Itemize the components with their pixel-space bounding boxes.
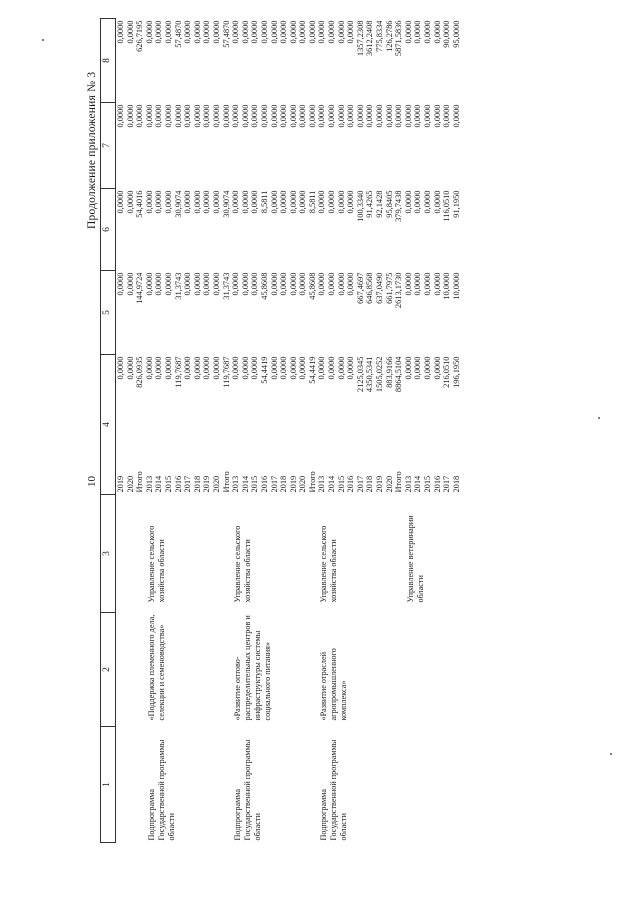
column-header: 1 [101, 727, 116, 843]
executor-cell: Управление сельского хозяйства области [319, 525, 339, 603]
amount-cell-v4: 0,0000 [413, 356, 423, 380]
amount-cell-v7: 0,0000 [135, 104, 145, 128]
amount-cell-v5: 0,0000 [231, 272, 241, 296]
amount-cell-v6: 0,0000 [240, 190, 250, 214]
amount-cell-v8: 0,0000 [298, 20, 308, 44]
amount-cell-v5: 0,0000 [163, 272, 173, 296]
measure-cell [116, 613, 145, 727]
amount-cell-v7: 0,0000 [240, 104, 250, 128]
year-cell: Итого [394, 471, 404, 493]
amount-cell-v6: 0,0000 [317, 190, 327, 214]
year-cell: Итого [221, 471, 231, 493]
amount-cell-v6: 0,0000 [327, 190, 337, 214]
amount-cell-v7: 0,0000 [298, 104, 308, 128]
amount-cell-v6: 8,5811 [307, 190, 317, 214]
year-cell: 2020 [298, 475, 308, 493]
amount-cell-v6: 0,0000 [192, 190, 202, 214]
amount-cell-v4: 826,0935 [135, 356, 145, 388]
amount-cell-v5: 31,3743 [221, 272, 231, 300]
table-row [145, 19, 155, 843]
amount-cell-v4: 0,0000 [317, 356, 327, 380]
year-cell: 2014 [327, 475, 337, 493]
amount-cell-v5: 10,0000 [442, 272, 452, 300]
column-header: 7 [101, 103, 116, 189]
scan-speck [598, 417, 600, 419]
executor-cell: Управление сельского хозяйства области [146, 525, 166, 603]
amount-cell-v4: 0,0000 [336, 356, 346, 380]
column-header: 2 [101, 613, 116, 727]
executor-cell: Управление сельского хозяйства области [233, 525, 253, 603]
amount-cell-v4: 0,0000 [211, 356, 221, 380]
amount-cell-v7: 0,0000 [442, 104, 452, 128]
year-cell: 2020 [384, 475, 394, 493]
amount-cell-v8: 0,0000 [125, 20, 135, 44]
year-cell: 2017 [183, 475, 193, 493]
amount-cell-v5: 0,0000 [279, 272, 289, 296]
amount-cell-v6: 95,8405 [384, 190, 394, 218]
amount-cell-v6: 0,0000 [154, 190, 164, 214]
amount-cell-v8: 0,0000 [413, 20, 423, 44]
amount-cell-v6: 0,0000 [144, 190, 154, 214]
amount-cell-v8: 57,4870 [173, 20, 183, 48]
amount-cell-v6: 0,0000 [269, 190, 279, 214]
table-row [116, 19, 126, 843]
amount-cell-v7: 0,0000 [413, 104, 423, 128]
year-cell: 2015 [163, 475, 173, 493]
amount-cell-v8: 0,0000 [116, 20, 125, 44]
amount-cell-v6: 379,7438 [394, 190, 404, 222]
amount-cell-v6: 0,0000 [336, 190, 346, 214]
amount-cell-v7: 0,0000 [269, 104, 279, 128]
year-cell: 2018 [451, 475, 461, 493]
amount-cell-v8: 0,0000 [327, 20, 337, 44]
amount-cell-v7: 0,0000 [403, 104, 413, 128]
amount-cell-v8: 0,0000 [279, 20, 289, 44]
amount-cell-v5: 0,0000 [192, 272, 202, 296]
year-cell: 2018 [279, 475, 289, 493]
amount-cell-v7: 0,0000 [307, 104, 317, 128]
amount-cell-v7: 0,0000 [384, 104, 394, 128]
amount-cell-v4: 0,0000 [403, 356, 413, 380]
amount-cell-v7: 0,0000 [202, 104, 212, 128]
amount-cell-v4: 216,0510 [442, 356, 452, 388]
budget-table [100, 18, 461, 843]
amount-cell-v4: 0,0000 [423, 356, 432, 380]
amount-cell-v8: 0,0000 [346, 20, 356, 44]
amount-cell-v4: 883,9166 [384, 356, 394, 388]
column-header: 5 [101, 271, 116, 355]
amount-cell-v4: 0,0000 [432, 356, 442, 380]
amount-cell-v4: 0,0000 [288, 356, 298, 380]
amount-cell-v8: 0,0000 [144, 20, 154, 44]
year-cell: 2017 [442, 475, 452, 493]
amount-cell-v5: 2613,1730 [394, 272, 404, 309]
amount-cell-v8: 0,0000 [211, 20, 221, 44]
program-cell: Подпрограмма Государственной программы области [146, 739, 176, 841]
amount-cell-v7: 0,0000 [365, 104, 375, 128]
amount-cell-v6: 0,0000 [298, 190, 308, 214]
year-cell: 2014 [154, 475, 164, 493]
amount-cell-v6: 30,9074 [173, 190, 183, 218]
amount-cell-v5: 0,0000 [346, 272, 356, 296]
amount-cell-v4: 0,0000 [144, 356, 154, 380]
year-cell: 2020 [211, 475, 221, 493]
amount-cell-v8: 626,7195 [135, 20, 145, 52]
amount-cell-v8: 0,0000 [154, 20, 164, 44]
amount-cell-v5: 0,0000 [125, 272, 135, 296]
amount-cell-v5: 45,8608 [307, 272, 317, 300]
amount-cell-v8: 57,4870 [221, 20, 231, 48]
amount-cell-v6: 116,0510 [442, 190, 452, 222]
amount-cell-v6: 54,4016 [135, 190, 145, 218]
amount-cell-v6: 0,0000 [183, 190, 193, 214]
amount-cell-v5: 0,0000 [288, 272, 298, 296]
amount-cell-v8: 0,0000 [202, 20, 212, 44]
amount-cell-v4: 196,1950 [451, 356, 461, 388]
year-cell: 2020 [125, 475, 135, 493]
table-row [404, 19, 414, 843]
year-cell: 2019 [288, 475, 298, 493]
amount-cell-v4: 0,0000 [183, 356, 193, 380]
measure-cell [404, 613, 462, 727]
year-cell: 2015 [250, 475, 260, 493]
amount-cell-v8: 0,0000 [423, 20, 432, 44]
amount-cell-v6: 100,3340 [355, 190, 365, 222]
amount-cell-v4: 0,0000 [125, 356, 135, 380]
amount-cell-v4: 0,0000 [231, 356, 241, 380]
year-cell: 2016 [346, 475, 356, 493]
amount-cell-v4: 119,7687 [221, 356, 231, 388]
amount-cell-v6: 0,0000 [423, 190, 432, 214]
amount-cell-v4: 2125,0345 [355, 356, 365, 393]
amount-cell-v4: 0,0000 [192, 356, 202, 380]
year-cell: 2014 [240, 475, 250, 493]
amount-cell-v4: 54,4419 [259, 356, 269, 384]
amount-cell-v7: 0,0000 [288, 104, 298, 128]
year-cell: 2015 [423, 475, 432, 493]
amount-cell-v7: 0,0000 [346, 104, 356, 128]
executor-cell [116, 495, 145, 613]
amount-cell-v5: 0,0000 [211, 272, 221, 296]
page-number: 10 [86, 476, 98, 487]
amount-cell-v5: 0,0000 [423, 272, 432, 296]
amount-cell-v7: 0,0000 [375, 104, 385, 128]
amount-cell-v7: 0,0000 [355, 104, 365, 128]
amount-cell-v8: 0,0000 [336, 20, 346, 44]
amount-cell-v6: 0,0000 [288, 190, 298, 214]
amount-cell-v5: 637,0490 [375, 272, 385, 304]
executor-cell: Управление ветеринарии области [405, 515, 425, 603]
amount-cell-v4: 0,0000 [250, 356, 260, 380]
amount-cell-v8: 95,0000 [451, 20, 461, 48]
amount-cell-v6: 0,0000 [231, 190, 241, 214]
table-header-row [101, 19, 116, 843]
amount-cell-v8: 0,0000 [259, 20, 269, 44]
amount-cell-v5: 0,0000 [250, 272, 260, 296]
amount-cell-v8: 0,0000 [269, 20, 279, 44]
amount-cell-v6: 91,1950 [451, 190, 461, 218]
amount-cell-v5: 0,0000 [240, 272, 250, 296]
amount-cell-v7: 0,0000 [336, 104, 346, 128]
amount-cell-v4: 0,0000 [240, 356, 250, 380]
measure-cell: «Развитие отраслей агропромышленного комплекса» [319, 648, 349, 721]
amount-cell-v7: 0,0000 [259, 104, 269, 128]
table-row [317, 19, 327, 843]
scan-speck [42, 39, 44, 41]
amount-cell-v5: 0,0000 [432, 272, 442, 296]
program-cell: Подпрограмма Государственной программы области [319, 739, 349, 841]
program-cell: Подпрограмма Государственной программы области [233, 739, 263, 841]
year-cell: 2017 [355, 475, 365, 493]
program-cell [404, 727, 462, 843]
amount-cell-v5: 144,9724 [135, 272, 145, 304]
amount-cell-v7: 0,0000 [144, 104, 154, 128]
amount-cell-v8: 3612,2408 [365, 20, 375, 57]
amount-cell-v6: 0,0000 [125, 190, 135, 214]
amount-cell-v5: 45,8608 [259, 272, 269, 300]
amount-cell-v8: 0,0000 [432, 20, 442, 44]
amount-cell-v8: 775,8334 [375, 20, 385, 52]
amount-cell-v8: 0,0000 [250, 20, 260, 44]
amount-cell-v5: 0,0000 [413, 272, 423, 296]
amount-cell-v4: 8864,5104 [394, 356, 404, 393]
amount-cell-v6: 0,0000 [279, 190, 289, 214]
year-cell: 2017 [269, 475, 279, 493]
amount-cell-v4: 0,0000 [279, 356, 289, 380]
year-cell: 2016 [173, 475, 183, 493]
amount-cell-v6: 0,0000 [116, 190, 125, 214]
amount-cell-v4: 0,0000 [154, 356, 164, 380]
year-cell: 2018 [192, 475, 202, 493]
year-cell: 2016 [259, 475, 269, 493]
amount-cell-v6: 8,5811 [259, 190, 269, 214]
column-header: 4 [101, 355, 116, 495]
year-cell: 2019 [375, 475, 385, 493]
amount-cell-v8: 0,0000 [240, 20, 250, 44]
amount-cell-v7: 0,0000 [163, 104, 173, 128]
amount-cell-v8: 0,0000 [163, 20, 173, 44]
year-cell: 2013 [231, 475, 241, 493]
amount-cell-v5: 0,0000 [298, 272, 308, 296]
amount-cell-v7: 0,0000 [154, 104, 164, 128]
amount-cell-v7: 0,0000 [211, 104, 221, 128]
column-header: 8 [101, 19, 116, 103]
amount-cell-v5: 646,8568 [365, 272, 375, 304]
amount-cell-v5: 661,7975 [384, 272, 394, 304]
amount-cell-v7: 0,0000 [116, 104, 125, 128]
amount-cell-v4: 4350,5341 [365, 356, 375, 393]
amount-cell-v6: 0,0000 [163, 190, 173, 214]
amount-cell-v5: 667,4697 [355, 272, 365, 304]
amount-cell-v8: 90,0000 [442, 20, 452, 48]
amount-cell-v6: 0,0000 [346, 190, 356, 214]
measure-cell: «Поддержка племенного дела, селекции и семеноводства» [146, 614, 166, 721]
amount-cell-v5: 0,0000 [317, 272, 327, 296]
amount-cell-v5: 0,0000 [144, 272, 154, 296]
amount-cell-v8: 5871,5836 [394, 20, 404, 57]
amount-cell-v6: 0,0000 [413, 190, 423, 214]
program-cell [116, 727, 145, 843]
amount-cell-v8: 0,0000 [231, 20, 241, 44]
year-cell: Итого [135, 471, 145, 493]
year-cell: 2014 [413, 475, 423, 493]
amount-cell-v4: 0,0000 [163, 356, 173, 380]
amount-cell-v6: 30,9074 [221, 190, 231, 218]
amount-cell-v7: 0,0000 [192, 104, 202, 128]
amount-cell-v7: 0,0000 [317, 104, 327, 128]
amount-cell-v5: 0,0000 [336, 272, 346, 296]
year-cell: 2019 [202, 475, 212, 493]
amount-cell-v4: 0,0000 [327, 356, 337, 380]
amount-cell-v7: 0,0000 [125, 104, 135, 128]
amount-cell-v6: 92,1428 [375, 190, 385, 218]
amount-cell-v4: 0,0000 [116, 356, 125, 380]
column-header: 6 [101, 189, 116, 271]
amount-cell-v7: 0,0000 [221, 104, 231, 128]
amount-cell-v4: 1505,0252 [375, 356, 385, 393]
amount-cell-v4: 0,0000 [202, 356, 212, 380]
amount-cell-v7: 0,0000 [327, 104, 337, 128]
amount-cell-v8: 0,0000 [183, 20, 193, 44]
year-cell: 2016 [432, 475, 442, 493]
amount-cell-v6: 91,4265 [365, 190, 375, 218]
amount-cell-v8: 0,0000 [288, 20, 298, 44]
year-cell: 2013 [403, 475, 413, 493]
column-header: 3 [101, 495, 116, 613]
measure-cell: «Развитие оптово-распределительных центров и инфраструктуры системы социального питания» [233, 615, 273, 721]
amount-cell-v5: 0,0000 [116, 272, 125, 296]
amount-cell-v7: 0,0000 [432, 104, 442, 128]
amount-cell-v4: 0,0000 [269, 356, 279, 380]
amount-cell-v5: 0,0000 [154, 272, 164, 296]
appendix-continuation-note: Продолжение приложения № 3 [86, 71, 98, 229]
amount-cell-v6: 0,0000 [432, 190, 442, 214]
amount-cell-v7: 0,0000 [279, 104, 289, 128]
amount-cell-v7: 0,0000 [173, 104, 183, 128]
amount-cell-v7: 0,0000 [231, 104, 241, 128]
amount-cell-v4: 0,0000 [298, 356, 308, 380]
amount-cell-v8: 0,0000 [307, 20, 317, 44]
year-cell: 2015 [336, 475, 346, 493]
year-cell: 2013 [317, 475, 327, 493]
year-cell: 2018 [365, 475, 375, 493]
amount-cell-v4: 54,4419 [307, 356, 317, 384]
amount-cell-v5: 31,3743 [173, 272, 183, 300]
amount-cell-v5: 0,0000 [327, 272, 337, 296]
amount-cell-v5: 0,0000 [202, 272, 212, 296]
scan-speck [610, 753, 612, 755]
amount-cell-v5: 0,0000 [269, 272, 279, 296]
year-cell: 2019 [116, 475, 125, 493]
year-cell: 2013 [144, 475, 154, 493]
amount-cell-v8: 0,0000 [192, 20, 202, 44]
amount-cell-v7: 0,0000 [423, 104, 432, 128]
amount-cell-v8: 1357,2308 [355, 20, 365, 57]
amount-cell-v5: 0,0000 [403, 272, 413, 296]
table-body [116, 19, 462, 843]
amount-cell-v4: 119,7687 [173, 356, 183, 388]
amount-cell-v5: 0,0000 [183, 272, 193, 296]
table-row [231, 19, 241, 843]
amount-cell-v8: 0,0000 [317, 20, 327, 44]
amount-cell-v6: 0,0000 [202, 190, 212, 214]
amount-cell-v7: 0,0000 [451, 104, 461, 128]
amount-cell-v6: 0,0000 [211, 190, 221, 214]
amount-cell-v6: 0,0000 [250, 190, 260, 214]
amount-cell-v7: 0,0000 [183, 104, 193, 128]
amount-cell-v8: 126,2786 [384, 20, 394, 52]
amount-cell-v6: 0,0000 [403, 190, 413, 214]
year-cell: Итого [307, 471, 317, 493]
amount-cell-v7: 0,0000 [394, 104, 404, 128]
amount-cell-v4: 0,0000 [346, 356, 356, 380]
amount-cell-v7: 0,0000 [250, 104, 260, 128]
amount-cell-v8: 0,0000 [403, 20, 413, 44]
amount-cell-v5: 10,0000 [451, 272, 461, 300]
